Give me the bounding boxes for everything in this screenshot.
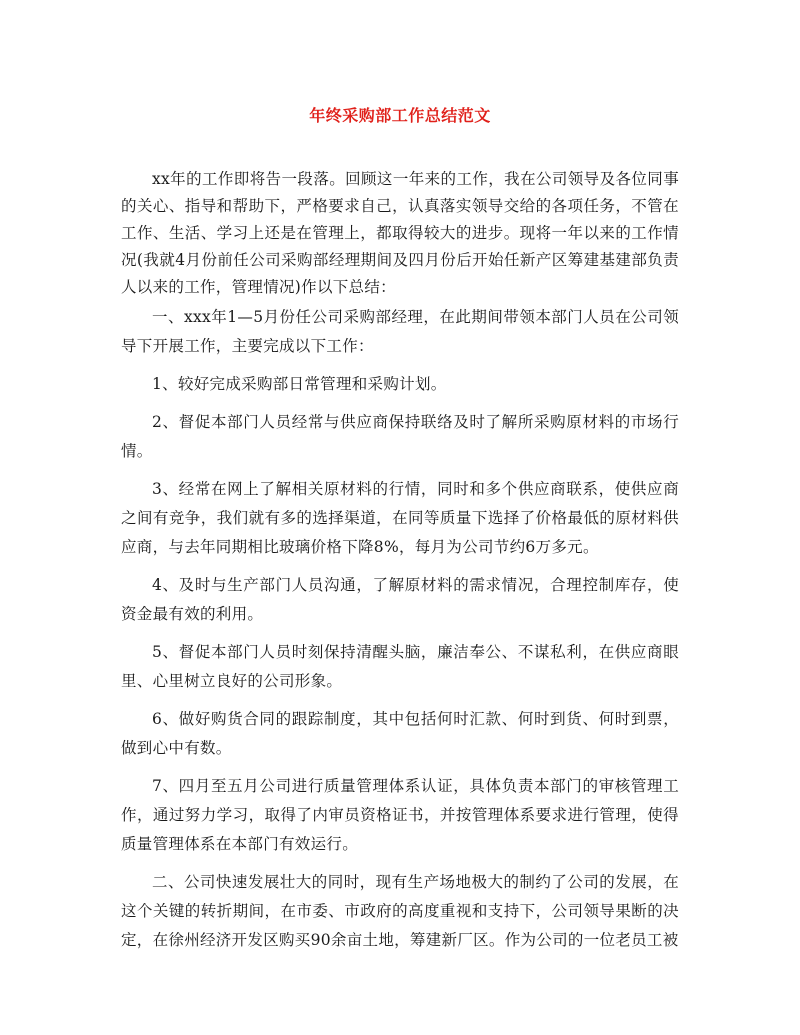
paragraph-section-two: 二、公司快速发展壮大的同时，现有生产场地极大的制约了公司的发展，在这个关键的转折期间，在市委、市政府的高度重视和支持下，公司领导果断的决定，在徐州经济开发区购买90余亩土地，筹建新厂区。作为公司的一位老员工被 bbox=[121, 873, 679, 949]
paragraph-section-one: 一、xxx年1—5月份任公司采购部经理，在此期间带领本部门人员在公司领导下开展工作，主要完成以下工作： bbox=[121, 308, 679, 355]
paragraph-item-2: 2、督促本部门人员经常与供应商保持联络及时了解所采购原材料的市场行情。 bbox=[121, 413, 679, 460]
paragraph-item-7: 7、四月至五月公司进行质量管理体系认证，具体负责本部门的审核管理工作，通过努力学习，取得了内审员资格证书，并按管理体系要求进行管理，使得质量管理体系在本部门有效运行。 bbox=[121, 777, 679, 853]
paragraph-item-1: 1、较好完成采购部日常管理和采购计划。 bbox=[152, 375, 447, 393]
paragraph-item-5: 5、督促本部门人员时刻保持清醒头脑，廉洁奉公、不谋私利，在供应商眼里、心里树立良好的公司形象。 bbox=[121, 643, 679, 690]
paragraph-item-3: 3、经常在网上了解相关原材料的行情，同时和多个供应商联系，使供应商之间有竞争，我们就有多的选择渠道，在同等质量下选择了价格最低的原材料供应商，与去年同期相比玻璃价格下降8%，每月为公司节约6万多元。 bbox=[121, 480, 679, 556]
paragraph-intro: xx年的工作即将告一段落。回顾这一年来的工作，我在公司领导及各位同事的关心、指导和帮助下，严格要求自己，认真落实领导交给的各项任务，不管在工作、生活、学习上还是在管理上，都取得较大的进步。现将一年以来的工作情况(我就4月份前任公司采购部经理期间及四月份后开始任新产区筹建基建部负责人以来的工作，管理情况)作以下总结： bbox=[121, 170, 679, 296]
document-title: 年终采购部工作总结范文 bbox=[309, 106, 491, 125]
paragraph-item-4: 4、及时与生产部门人员沟通，了解原材料的需求情况，合理控制库存，使资金最有效的利用。 bbox=[121, 576, 679, 623]
paragraph-item-6: 6、做好购货合同的跟踪制度，其中包括何时汇款、何时到货、何时到票，做到心中有数。 bbox=[121, 710, 679, 757]
document-body bbox=[121, 166, 679, 964]
